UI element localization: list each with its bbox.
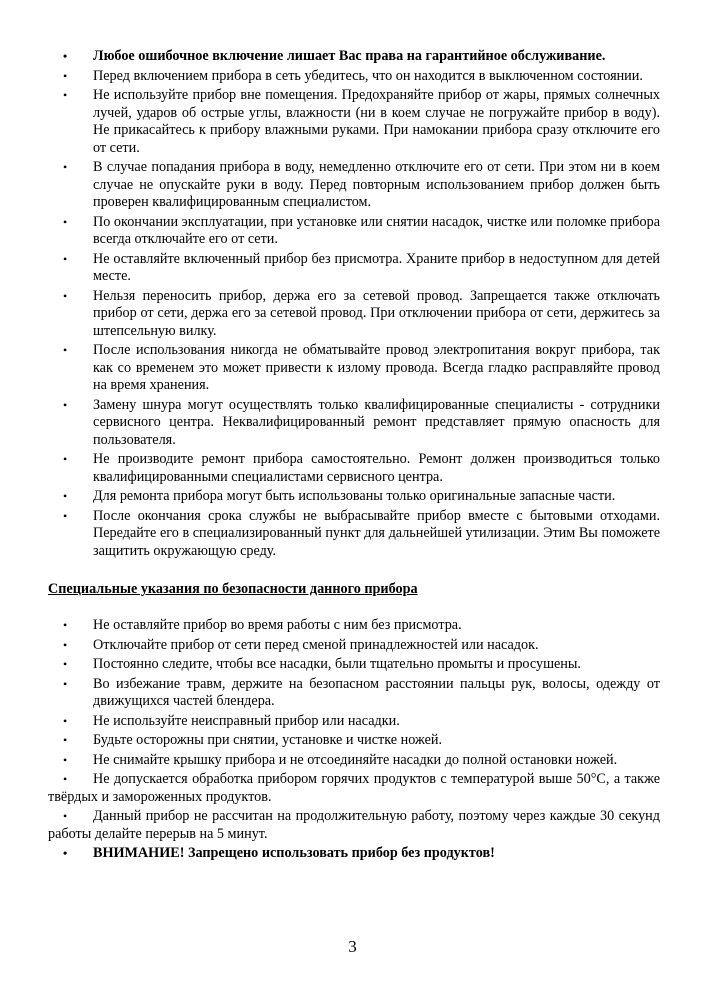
list-item	[48, 617, 660, 635]
list-item	[48, 214, 660, 249]
bullet-icon: •	[63, 676, 68, 691]
page-number: 3	[348, 937, 357, 956]
bullet-icon: •	[63, 343, 68, 357]
list-item-text: Замену шнура могут осуществлять только квалифицированные специалисты - сотрудники сервисного центра. Неквалифицированный ремонт представляет прямую опасность для пользователя.	[93, 396, 660, 448]
list-item	[48, 451, 660, 486]
list-item	[48, 656, 660, 674]
list-item-text: После окончания срока службы не выбрасывайте прибор вместе с бытовыми отходами. Передайте его в специализированный пункт для дальнейшей утилизации. Этим Вы поможете защитить окружающую среду.	[93, 507, 660, 559]
list-item-text: Будьте осторожны при снятии, установке и чистке ножей.	[93, 732, 443, 748]
bullet-icon: •	[63, 772, 68, 786]
list-item-text: Не допускается обработка прибором горячих продуктов с температурой выше 50°С, а также твёрдых и замороженных продуктов.	[48, 771, 660, 805]
list-item	[48, 808, 660, 843]
list-item-text: Нельзя переносить прибор, держа его за сетевой провод. Запрещается также отключать прибор от сети, держа его за сетевой провод. При отключении прибора от сети, держитесь за штепсельную вилку.	[93, 287, 660, 339]
bullet-icon: •	[63, 288, 68, 303]
bullet-icon: •	[63, 637, 68, 652]
list-item-text: Не снимайте крышку прибора и не отсоединяйте насадки до полной остановки ножей.	[93, 751, 618, 768]
bullet-icon: •	[63, 88, 68, 102]
list-item	[48, 342, 660, 395]
bullet-icon: •	[63, 809, 68, 823]
bullet-icon: •	[63, 160, 68, 174]
list-item	[48, 159, 660, 212]
list-item	[48, 732, 660, 750]
bullet-icon: •	[63, 752, 68, 767]
list-item-text: Постоянно следите, чтобы все насадки, были тщательно промыты и просушены.	[93, 656, 581, 672]
list-item-text: Отключайте прибор от сети перед сменой принадлежностей или насадок.	[93, 636, 539, 653]
bullet-icon: •	[63, 489, 68, 503]
bullet-icon: •	[63, 713, 68, 728]
list-item	[48, 251, 660, 286]
list-item-text: Не оставляйте прибор во время работы с ним без присмотра.	[93, 617, 462, 633]
special-safety-heading: Специальные указания по безопасности данного прибора	[48, 581, 418, 597]
bullet-icon: •	[63, 452, 68, 466]
list-item-text: ВНИМАНИЕ! Запрещено использовать прибор без продуктов!	[93, 845, 495, 861]
list-item	[48, 488, 660, 506]
list-item-text: Данный прибор не рассчитан на продолжительную работу, поэтому через каждые 30 секунд работы делайте перерыв на 5 минут.	[48, 808, 660, 842]
list-item-text: Не оставляйте включенный прибор без присмотра. Храните прибор в недоступном для детей месте.	[93, 250, 660, 284]
bullet-icon: •	[63, 846, 68, 860]
bullet-icon: •	[63, 68, 68, 83]
list-item-text: После использования никогда не обматывайте провод электропитания вокруг прибора, так как со временем это может привести к излому провода. Всегда гладко расправляйте провод на время хранения.	[93, 342, 660, 393]
list-item	[48, 752, 660, 770]
general-safety-list	[48, 48, 660, 562]
list-item	[48, 508, 660, 561]
list-item	[48, 397, 660, 450]
list-item-text: Для ремонта прибора могут быть использованы только оригинальные запасные части.	[93, 488, 616, 504]
bullet-icon: •	[63, 251, 68, 266]
list-item	[48, 87, 660, 157]
list-item	[48, 771, 660, 806]
bullet-icon: •	[63, 214, 68, 229]
list-item	[48, 713, 660, 731]
list-item	[48, 48, 660, 66]
list-item-text: В случае попадания прибора в воду, немедленно отключите его от сети. При этом ни в коем случае не опускайте руки в воду. Перед повторным использованием прибор должен быть проверен квалифицированным специалистом.	[93, 159, 660, 210]
list-item-text: Любое ошибочное включение лишает Вас права на гарантийное обслуживание.	[93, 48, 606, 64]
list-item	[48, 676, 660, 711]
bullet-icon: •	[63, 397, 68, 412]
list-item-text: Не используйте прибор вне помещения. Предохраняйте прибор от жары, прямых солнечных лучей, ударов об острые углы, влажности (ни в коем случае не погружайте прибор в воду). Не прикасайтесь к прибору влажными руками. При намокании прибора сразу отключите его от сети.	[93, 87, 660, 156]
list-item	[48, 68, 660, 86]
special-safety-list	[48, 617, 660, 865]
bullet-icon: •	[63, 618, 68, 632]
list-item	[48, 288, 660, 341]
list-item	[48, 845, 660, 863]
list-item-text: Не используйте неисправный прибор или насадки.	[93, 712, 400, 729]
bullet-icon: •	[63, 508, 68, 523]
bullet-icon: •	[63, 49, 68, 63]
bullet-icon: •	[63, 733, 68, 747]
list-item-text: По окончании эксплуатации, при установке или снятии насадок, чистке или поломке прибора всегда отключайте его от сети.	[93, 213, 660, 247]
list-item	[48, 637, 660, 655]
list-item-text: Перед включением прибора в сеть убедитесь, что он находится в выключенном состоянии.	[93, 67, 643, 84]
list-item-text: Во избежание травм, держите на безопасном расстоянии пальцы рук, волосы, одежду от движущихся частей блендера.	[93, 675, 660, 709]
list-item-text: Не производите ремонт прибора самостоятельно. Ремонт должен производиться только квалифицированными специалистами сервисного центра.	[93, 451, 660, 485]
bullet-icon: •	[63, 657, 68, 671]
